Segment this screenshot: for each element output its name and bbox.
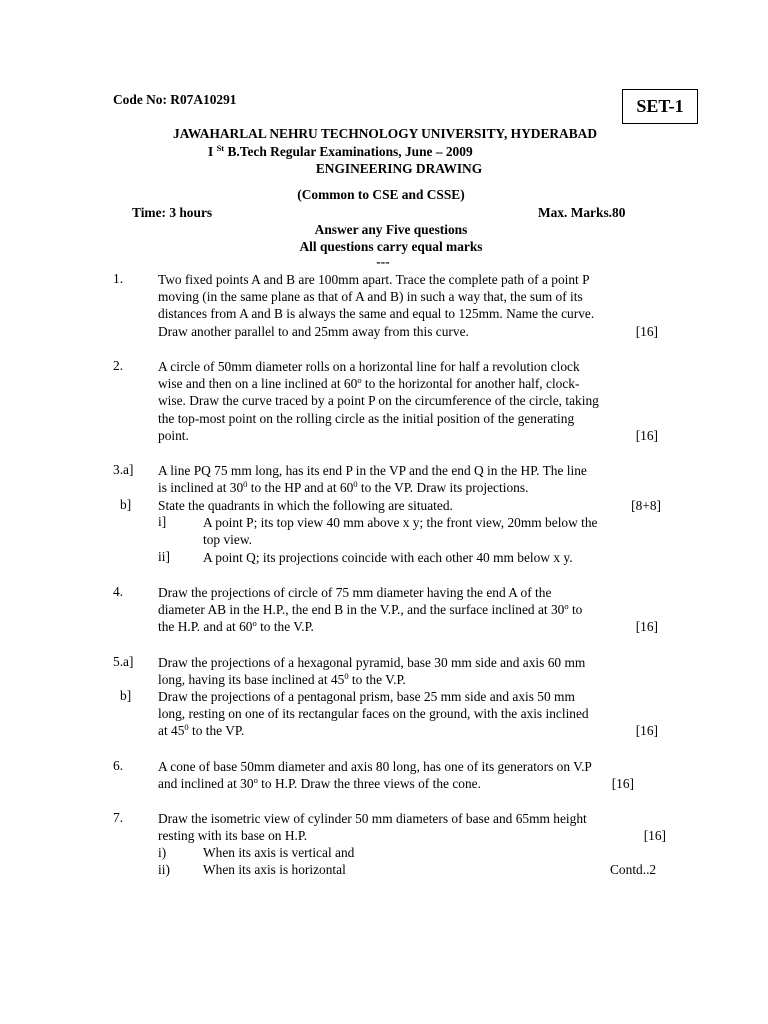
question-number-b: b] [120, 497, 132, 512]
question-line [158, 427, 656, 444]
line-part: to the horizontal for another half, clock- [361, 376, 580, 392]
marks-label: [16] [635, 723, 658, 739]
marks-label: [16] [635, 619, 658, 635]
exam-prefix: I [208, 144, 214, 159]
roman-i: i] [158, 514, 167, 529]
roman-ii-text: When its axis is horizontal [203, 862, 346, 877]
marks-label: [16] [643, 828, 666, 844]
question-line [158, 375, 656, 392]
question-text [158, 584, 656, 636]
subject-title [0, 161, 768, 177]
continued-label: Contd..2 [610, 862, 657, 877]
question-text-a [158, 462, 656, 496]
separator [0, 254, 768, 270]
question-text [158, 810, 666, 844]
question-text [158, 758, 656, 792]
roman-i-text [203, 514, 653, 548]
university-text: JAWAHARLAL NEHRU TECHNOLOGY UNIVERSITY, HYDERABAD [173, 126, 597, 141]
question-line: A cone of base 50mm diameter and axis 80 long, has one of its generators on V.P [158, 759, 592, 774]
question-number: 2. [113, 358, 124, 373]
marks-label: [16] [635, 427, 658, 443]
degree-sup: o [252, 618, 257, 629]
max-marks: Max. Marks.80 [538, 205, 626, 220]
instruction-marks-text: All questions carry equal marks [299, 239, 483, 254]
question-line-text: Draw another parallel to and 25mm away from this curve. [158, 323, 469, 339]
question-text [158, 271, 656, 340]
question-number-b: b] [120, 688, 132, 703]
roman-ii-text [203, 549, 653, 566]
question-text [158, 358, 656, 444]
exam-title [208, 144, 473, 160]
line-part: is inclined at 30 [158, 480, 244, 496]
degree-sup: o [564, 601, 569, 612]
line-part: to the VP. Draw its projections. [357, 480, 529, 496]
question-line: Draw the projections of a pentagonal prism, base 25 mm side and axis 50 mm [158, 689, 575, 704]
question-line: Draw the isometric view of cylinder 50 mm diameters of base and 65mm height [158, 811, 587, 826]
question-line: Draw the projections of circle of 75 mm diameter having the end A of the [158, 585, 552, 600]
line-part: and inclined at 30 [158, 776, 254, 792]
instruction-answer-text: Answer any Five questions [314, 222, 468, 237]
question-line: long, resting on one of its rectangular faces on the ground, with the axis inclined [158, 706, 589, 722]
roman-ii: ii] [158, 549, 170, 564]
line-part: to [568, 602, 583, 618]
university-name [0, 126, 768, 142]
question-text-a [158, 654, 656, 688]
question-line [158, 722, 656, 739]
degree-sup: o [253, 775, 258, 786]
question-line: wise. Draw the curve traced by a point P on the circumference of the circle, taking [158, 393, 599, 409]
line-part: to H.P. Draw the three views of the cone. [257, 776, 481, 792]
question-number: 4. [113, 584, 124, 599]
line-part: to the V.P. [256, 619, 314, 635]
separator-text: --- [376, 254, 390, 269]
roman-ii: ii) [158, 862, 170, 877]
exam-sup: St [216, 143, 225, 153]
question-line [158, 497, 661, 514]
line-part: wise and then on a line inclined at 60 [158, 376, 358, 392]
question-line [158, 479, 656, 496]
degree-sup: o [357, 375, 362, 386]
instruction-marks [0, 239, 768, 255]
instruction-answer [0, 222, 768, 238]
code-number: Code No: R07A10291 [113, 92, 237, 107]
subject-text: ENGINEERING DRAWING [315, 161, 483, 176]
question-line: distances from A and B is always the same and equal to 125mm. Name the curve. [158, 306, 595, 322]
question-line [158, 671, 656, 688]
question-line: A line PQ 75 mm long, has its end P in the VP and the end Q in the HP. The line [158, 463, 587, 478]
line-part: at 45 [158, 723, 185, 739]
question-number-a: 5.a] [113, 654, 134, 669]
question-line: A point Q; its projections coincide with each other 40 mm below x y. [203, 550, 573, 565]
marks-label: [16] [611, 776, 634, 792]
question-number: 1. [113, 271, 124, 286]
question-line [158, 775, 656, 792]
roman-i: i) [158, 845, 167, 860]
marks-label: [16] [635, 323, 658, 339]
degree-sup: 0 [184, 722, 189, 733]
question-line: moving (in the same plane as that of A and B) in such a way that, the sum of its [158, 289, 583, 305]
question-line [158, 601, 656, 618]
question-text-b [158, 688, 656, 740]
question-line [158, 618, 656, 635]
question-line [158, 323, 656, 340]
question-line: A circle of 50mm diameter rolls on a horizontal line for half a revolution clock [158, 359, 580, 374]
question-line-text: point. [158, 427, 189, 443]
roman-i-text: When its axis is vertical and [203, 845, 355, 860]
line-part: the H.P. and at 60 [158, 619, 253, 635]
question-line: top view. [203, 532, 252, 548]
question-text-b [158, 497, 661, 514]
set-badge: SET-1 [622, 89, 698, 124]
question-line: Two fixed points A and B are 100mm apart. Trace the complete path of a point P [158, 272, 590, 287]
line-part: to the HP and at 60 [247, 480, 354, 496]
question-line-text: State the quadrants in which the following are situated. [158, 498, 453, 513]
question-number: 7. [113, 810, 124, 825]
question-number-a: 3.a] [113, 462, 134, 477]
question-line: A point P; its top view 40 mm above x y; the front view, 20mm below the [203, 515, 598, 530]
exam-rest: B.Tech Regular Examinations, June – 2009 [224, 144, 473, 159]
line-part: to the VP. [188, 723, 245, 739]
degree-sup: 0 [353, 479, 358, 490]
question-line [158, 827, 666, 844]
line-part: long, having its base inclined at 45 [158, 672, 345, 688]
degree-sup: 0 [344, 671, 349, 682]
line-part: to the V.P. [348, 672, 406, 688]
line-part: diameter AB in the H.P., the end B in the V.P., and the surface inclined at 30 [158, 602, 565, 618]
question-line-text: resting with its base on H.P. [158, 828, 308, 844]
common-note [0, 187, 768, 203]
marks-label: [8+8] [631, 498, 661, 513]
time-label: Time: 3 hours [132, 205, 213, 220]
question-line: Draw the projections of a hexagonal pyramid, base 30 mm side and axis 60 mm [158, 655, 586, 670]
common-text: (Common to CSE and CSSE) [297, 187, 465, 202]
question-number: 6. [113, 758, 124, 773]
question-line: the top-most point on the rolling circle as the initial position of the generating [158, 410, 575, 426]
degree-sup: 0 [243, 479, 248, 490]
